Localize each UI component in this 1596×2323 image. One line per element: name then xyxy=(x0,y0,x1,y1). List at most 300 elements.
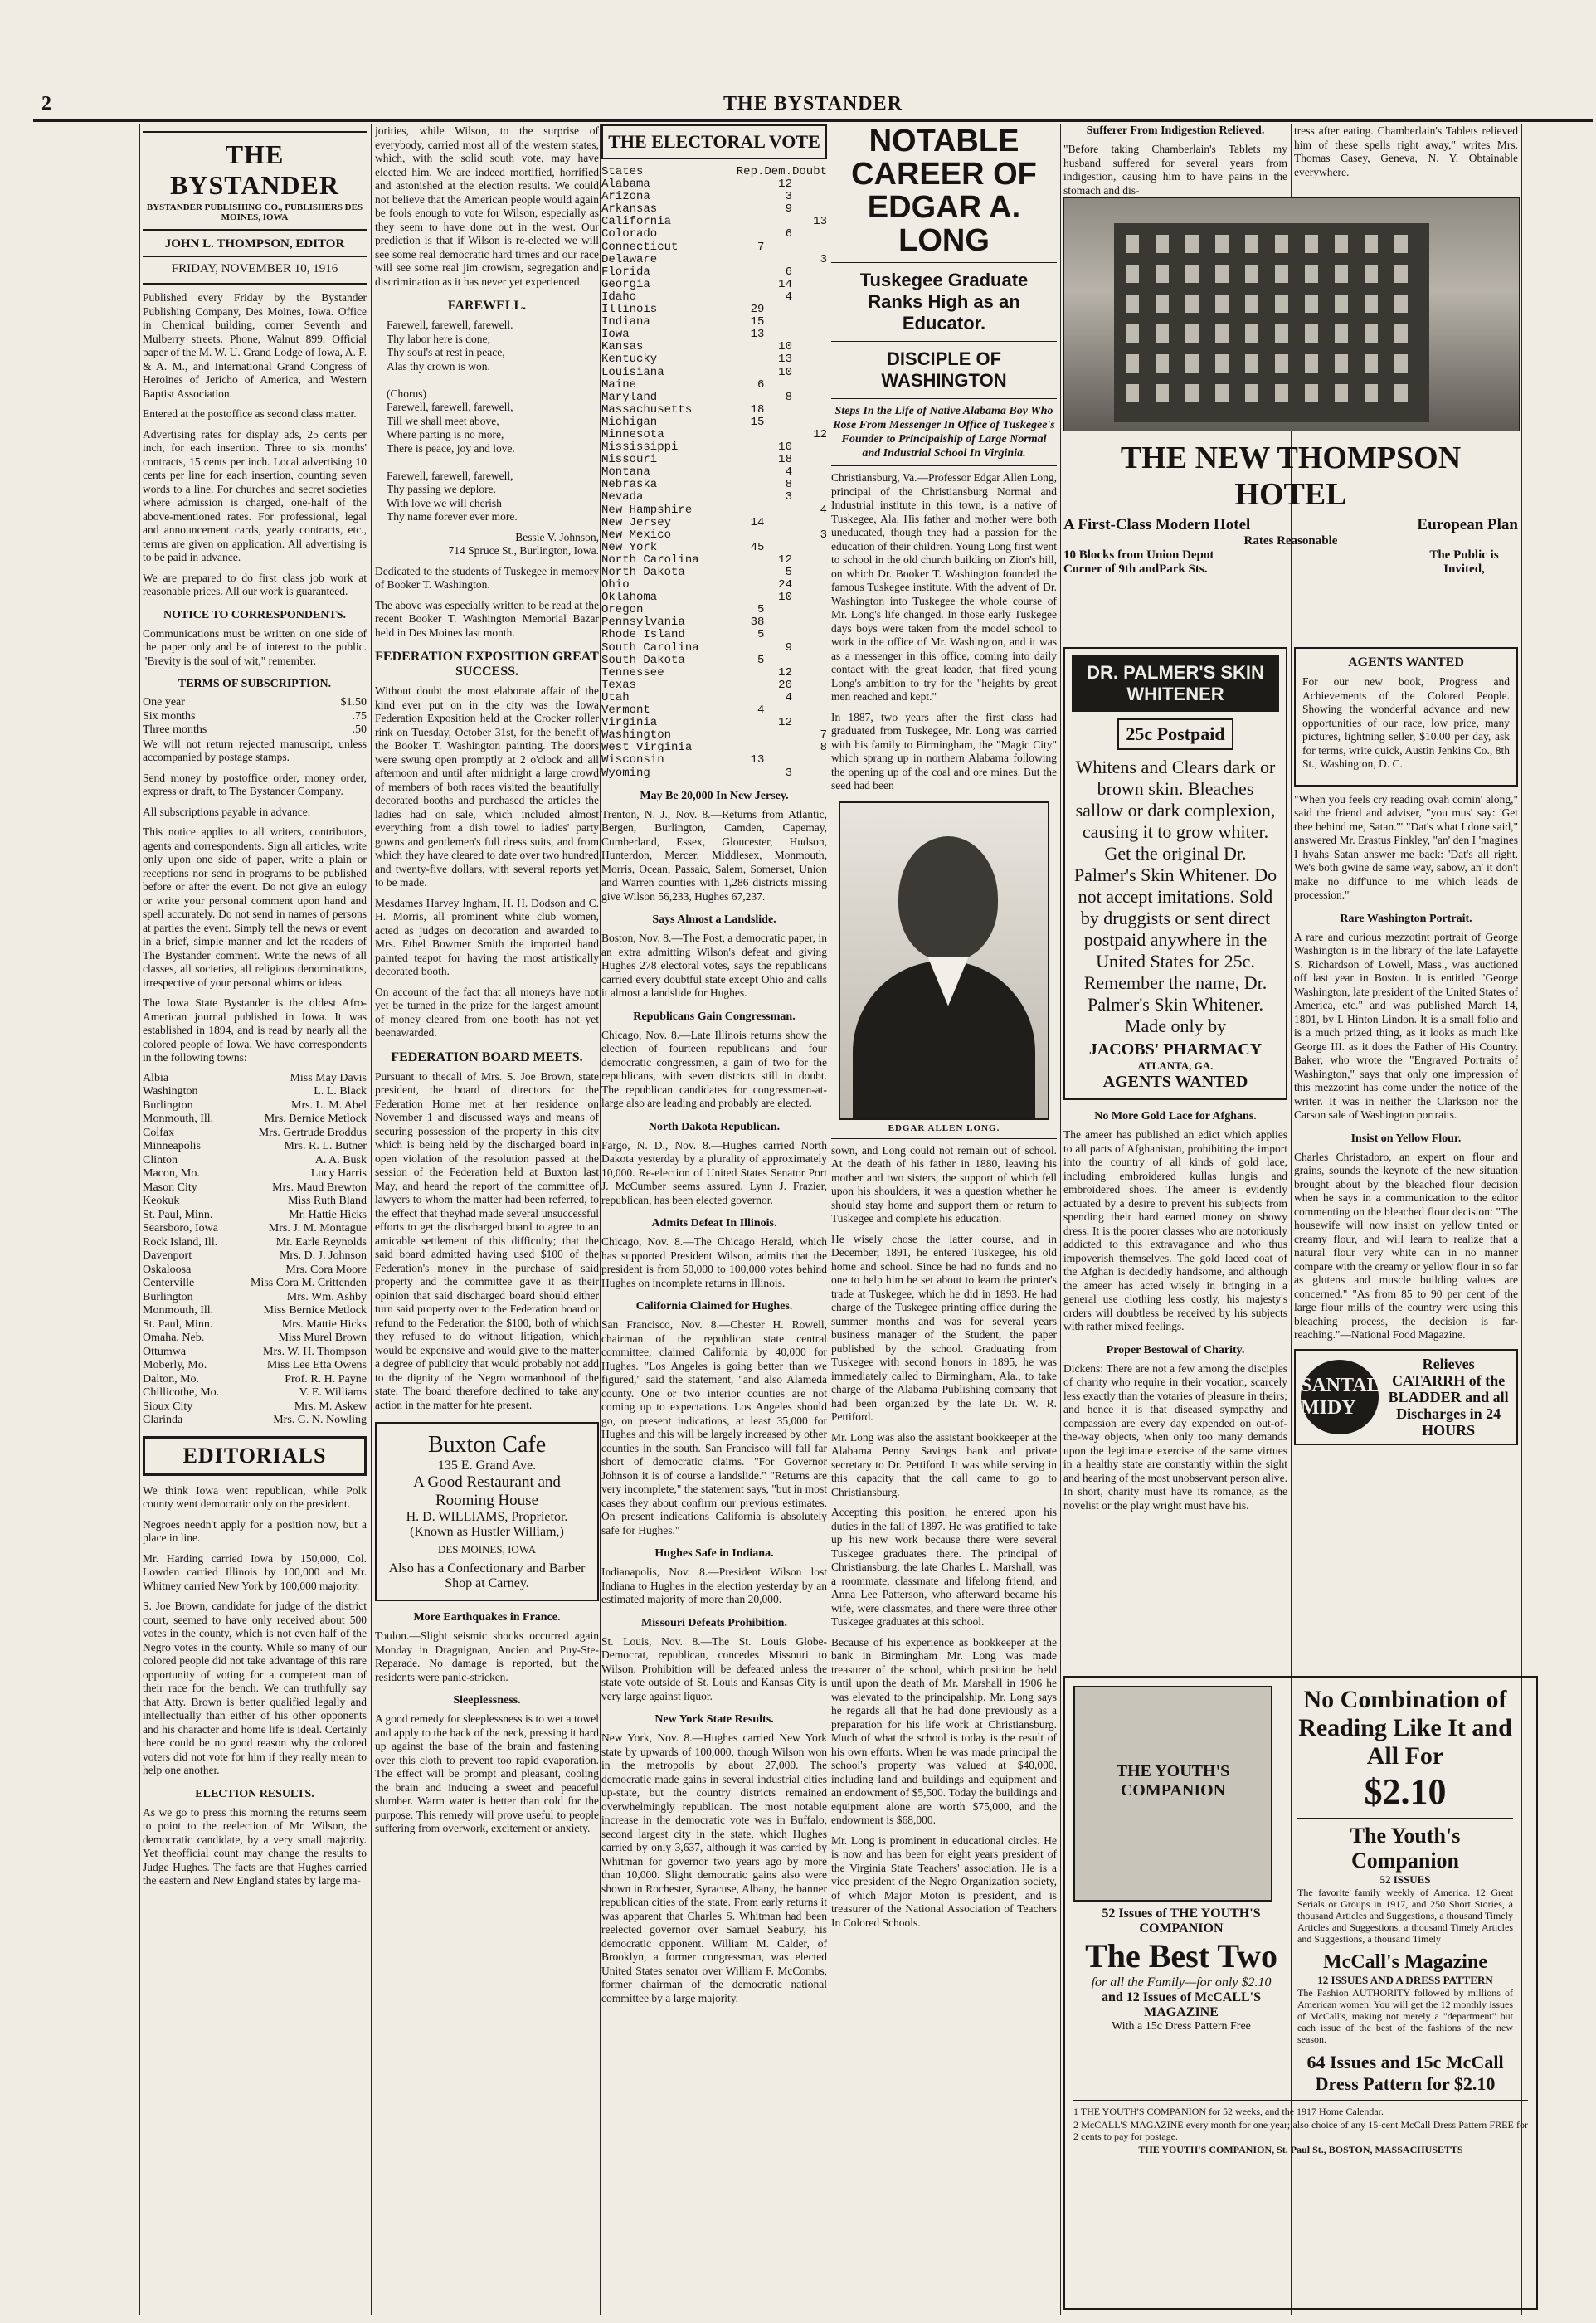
ev-row xyxy=(601,592,827,604)
ev-cell: 13 xyxy=(750,328,765,342)
ev-row xyxy=(601,341,827,353)
column-5-lower xyxy=(1063,647,1287,1519)
ev-row xyxy=(601,203,827,216)
ev-cell xyxy=(792,441,827,454)
ev-cell: Kansas xyxy=(601,340,644,354)
correspondent-name: Miss Lee Etta Owens xyxy=(266,1359,367,1371)
hotel-ad xyxy=(1063,192,1518,577)
farewell-poem: Farewell, farewell, farewell. Thy labor here is done; Thy soul's at rest in peace, Alas thy crown is won. (Chorus) Farewell, farewell, farewell, Till we shall meet above, Where parting is no more, There is peace, joy and love. Farewell, farewell, farewell, Thy passing we deplore. With love we will cherish Thy name forever ever more. xyxy=(387,319,518,523)
ev-cell xyxy=(737,567,765,579)
ev-cell: North Dakota xyxy=(601,566,685,579)
new-york-paragraph: New York, Nov. 8.—Hughes carried New York state by upwards of 100,000, though Wilson won in the metropolis by about 27,000. The democratic made gains in several industrial cities up-state, but the country districts remained overwhelmingly republican. The most notable increase in the democratic vote was in Buffalo, second largest city in the state, which Hughes carried by only 3,637, although it was carried by Whitman for governor two years ago by more than 10,000. Slight democratic gains also were shown in Rochester, Syracuse, Albany, the banner republican cities of the state. From early returns it was apparent that Charles S. Whitman had been reelected governor over Samuel Seabury, his democratic opponent. William M. Calder, of Brooklyn, a former congressman, was elected United States senator over William F. McCombs, former chairman of the democratic national committee by a large majority. xyxy=(601,1731,827,2004)
ev-cell xyxy=(764,504,792,517)
california-paragraph: San Francisco, Nov. 8.—Chester H. Rowell, chairman of the republican state central committee, claimed California by 40,000 for Hughes. "Los Angeles is going better than we figured," said the statement, "and also Alameda county. One or two interior counties are not coming up to expectations. Los Angeles should go, on present indications, at least 35,000 for Hughes and this will be largely increased by other counties in the south. San Francisco will fall far short of democratic claims. "For Governor Johnson it is of course a landslide." "Returns are very incomplete," the statement says, "but in most cases they about confirm our previous estimates. On present indications California is absolutely safe for Hughes." xyxy=(601,1318,827,1536)
ev-row xyxy=(601,379,827,392)
ev-cell xyxy=(792,679,827,692)
hotel-rates: Rates Reasonable xyxy=(1243,534,1338,548)
ev-cell xyxy=(737,353,765,366)
ev-cell: 7 xyxy=(820,728,827,743)
ev-cell xyxy=(737,491,765,504)
ev-cell: Maine xyxy=(601,377,637,392)
ev-row xyxy=(601,542,827,554)
correspondent-town: Chillicothe, Mo. xyxy=(143,1386,220,1399)
masthead: THE BYSTANDER xyxy=(170,139,339,200)
ev-row xyxy=(601,191,827,203)
ev-cell: 4 xyxy=(785,465,792,480)
ev-cell xyxy=(764,404,792,416)
skin-title: DR. PALMER'S SKIN WHITENER xyxy=(1072,655,1279,712)
correspondent-row xyxy=(143,1400,367,1415)
ev-cell: Delaware xyxy=(601,252,658,266)
yc-sub: for all the Family—for only $2.10 xyxy=(1091,1975,1272,1989)
quake-paragraph: Toulon.—Slight seismic shocks occurred again Monday in Draguignan, Ancien and Puy-Ste-Reparade. No damage is reported, but the residents were panic-stricken. xyxy=(375,1629,599,1683)
ev-cell: Indiana xyxy=(601,315,650,329)
correspondent-town: Oskaloosa xyxy=(143,1263,192,1276)
correspondent-name: Miss Murel Brown xyxy=(278,1332,367,1344)
notice-heading: NOTICE TO CORRESPONDENTS. xyxy=(163,608,347,621)
correspondent-town: Ottumwa xyxy=(143,1345,187,1358)
article-paragraph: Mr. Long was also the assistant bookkeeper at the Alabama Penny Savings bank and private secretary to Dr. Pettiford. It was while serving in this capacity that the call came to go to Christiansburg. xyxy=(831,1430,1057,1498)
ev-cell xyxy=(737,216,765,228)
ev-row xyxy=(601,642,827,655)
ev-cell xyxy=(792,353,827,366)
ev-cell xyxy=(792,241,827,254)
ev-cell: 38 xyxy=(750,616,765,630)
ev-cell: Pennsylvania xyxy=(601,616,685,630)
nj-paragraph: Trenton, N. J., Nov. 8.—Returns from Atlantic, Bergen, Burlington, Camden, Capemay, Cumberland, Essex, Gloucester, Hudson, Hunterdon, Mercer, Middlesex, Monmouth, Morris, Ocean, Passaic, Salem, Somerset, Union and Warren counties with 1,286 districts missing give Wilson 56,233, Hughes 67,237. xyxy=(601,807,827,903)
ev-cell xyxy=(737,529,765,542)
ev-row xyxy=(601,604,827,616)
article-paragraph: In 1887, two years after the first class had graduated from Tuskegee, Mr. Long was carried with his family to Birmingham, the "Magic City" which sprang up in northern Alabama following the opening up of the coal and ore mines. But the seed had been xyxy=(831,710,1057,791)
ev-cell xyxy=(792,704,827,717)
electoral-vote-heading: THE ELECTORAL VOTE xyxy=(601,124,827,159)
indigestion-paragraph: "Before taking Chamberlain's Tablets my husband suffered for several years from indigestion, causing him to have pains in the stomach and dis- xyxy=(1063,143,1287,197)
ev-cell: Montana xyxy=(601,465,650,480)
edgar-long-portrait xyxy=(839,801,1049,1120)
paper-name: THE BYSTANDER xyxy=(723,93,903,114)
ev-cell: Kentucky xyxy=(601,353,658,367)
ev-cell: 15 xyxy=(750,315,765,329)
ev-row xyxy=(601,266,827,279)
ev-cell xyxy=(737,679,765,692)
ev-cell xyxy=(737,392,765,404)
indiana-paragraph: Indianapolis, Nov. 8.—President Wilson lost Indiana to Hughes in the election yesterday by an estimated majority of more than 20,000. xyxy=(601,1566,827,1606)
federation-paragraph: Mesdames Harvey Ingham, H. H. Dodson and C. H. Morris, all prominent white club women, acted as judges on decoration and awarded to Mrs. Ethel Bowmer Smith the imported hand painted teapot for having the most artistically decorated booth. xyxy=(375,896,599,977)
skin-body: Whitens and Clears dark or brown skin. Bleaches sallow or dark complexion, causing it to grow whiter. Get the original Dr. Palmer's Skin Whitener. Do not accept imitations. Sold by druggists or sent direct postpaid anywhere in the United States for 25c. Remember the name, Dr. Palmer's Skin Whitener. Made only by xyxy=(1073,757,1277,1036)
ev-cell: Iowa xyxy=(601,328,630,342)
youths-companion-ad xyxy=(1063,1676,1538,2310)
correspondent-row xyxy=(143,1167,367,1181)
ev-cell xyxy=(737,429,765,441)
ev-cell: West Virginia xyxy=(601,741,693,755)
sleep-heading: Sleeplessness. xyxy=(453,1694,521,1707)
ev-cell: 3 xyxy=(820,528,827,542)
ev-cell xyxy=(764,629,792,641)
correspondent-row xyxy=(143,1113,367,1127)
ev-cell xyxy=(792,178,827,191)
ev-cell xyxy=(792,629,827,641)
job-work-note: We are prepared to do first class job work at reasonable prices. All our work is guaranteed. xyxy=(143,571,367,597)
ev-cell: 5 xyxy=(757,653,765,667)
hotel-invite: The Public is Invited, xyxy=(1429,548,1499,576)
ev-cell xyxy=(792,579,827,592)
ev-cell xyxy=(792,491,827,504)
ev-cell: Maryland xyxy=(601,390,658,404)
ev-cell: Alabama xyxy=(601,178,650,192)
ev-cell xyxy=(792,466,827,479)
hotel-location: 10 Blocks from Union Depot xyxy=(1063,548,1214,562)
correspondent-name: Miss Bernice Metlock xyxy=(263,1304,367,1317)
ev-cell xyxy=(737,579,765,592)
poem-author: Bessie V. Johnson, 714 Spruce St., Burlington, Iowa. xyxy=(448,530,599,557)
ev-cell: 13 xyxy=(813,215,827,229)
board-paragraph: Pursuant to thecall of Mrs. S. Joe Brown, state president, the board of directors for the Federation Home met at her residence on November 1 and discussed ways and means of securing possession of the property in this city which is being held by the discharged board in open violation of the resolution passed at the session of the Federation held at Buxton last May, and heard the report of the committee of lawyers to whom the matter had been referred, to the effect that theyhad made several unsuccessful efforts to get the discharged board to agree to an amicable settlement of this difficulty; that the said board admitted having used $100 of the Federation's money in the purchase of said property and the committee gave it as their opinion that said discharged board should either turn said property over to the Federation board or refund to the Federation the $100, both of which they refused to do without litigation, which would be expensive and would give to the matter a degree of publicity that would probably not add to the dignity of the Negro womanhood of the state. The board therefore declined to take any action in the matter for hte present. xyxy=(375,1069,599,1411)
mccall-title: McCall's Magazine xyxy=(1323,1951,1487,1973)
correspondent-name: Miss May Davis xyxy=(290,1071,367,1084)
ev-cell xyxy=(792,404,827,416)
ev-row xyxy=(601,754,827,767)
ev-cell xyxy=(737,454,765,466)
ev-cell: New Jersey xyxy=(601,515,672,529)
ev-cell xyxy=(737,178,765,191)
correspondent-row xyxy=(143,1291,367,1305)
ev-cell: 20 xyxy=(778,678,792,692)
correspondent-row xyxy=(143,1304,367,1318)
article-paragraph: sown, and Long could not remain out of school. At the death of his father in 1880, leaving his mother and two sisters, the support of which fell upon his shoulders, it was a question whether he should stay home and support them or return to Tuskegee and complete his education. xyxy=(831,1143,1057,1225)
ev-cell xyxy=(737,266,765,279)
buxton-extra: Also has a Confectionary and Barber Shop at Carney. xyxy=(388,1561,586,1590)
ev-cell xyxy=(764,304,792,316)
skin-price: 25c Postpaid xyxy=(1117,718,1233,750)
charity-heading: Proper Bestowal of Charity. xyxy=(1106,1343,1245,1356)
buxton-city: DES MOINES, IOWA xyxy=(437,1543,537,1556)
terms-heading: TERMS OF SUBSCRIPTION. xyxy=(178,678,332,690)
ev-cell xyxy=(792,304,827,316)
federation-heading: FEDERATION EXPOSITION GREAT SUCCESS. xyxy=(375,650,599,679)
ev-cell xyxy=(792,279,827,291)
correspondent-name: Mrs. Wm. Ashby xyxy=(286,1290,367,1303)
poem-dedication: Dedicated to the students of Tuskegee in memory of Booker T. Washington. xyxy=(375,564,599,591)
ev-cell xyxy=(792,542,827,554)
santal-midy-ad xyxy=(1294,1349,1518,1445)
ev-cell xyxy=(792,567,827,579)
north-dakota-heading: North Dakota Republican. xyxy=(648,1120,781,1133)
ev-row xyxy=(601,367,827,379)
ev-cell xyxy=(792,604,827,616)
ev-cell xyxy=(792,754,827,767)
ev-cell xyxy=(792,592,827,604)
correspondent-town: Minneapolis xyxy=(143,1140,201,1152)
column-2 xyxy=(375,124,599,1843)
correspondent-town: Macon, Mo. xyxy=(143,1167,200,1180)
yc-headline: No Combination of Reading Like It and All For xyxy=(1298,1686,1512,1770)
ev-cell xyxy=(792,392,827,404)
ev-row xyxy=(601,241,827,254)
correspondent-row xyxy=(143,1099,367,1113)
ev-cell: 4 xyxy=(757,704,765,718)
ev-row xyxy=(601,429,827,441)
ev-cell: 15 xyxy=(750,415,765,429)
ev-row xyxy=(601,567,827,579)
nj-heading: May Be 20,000 In New Jersey. xyxy=(640,789,789,802)
ev-row xyxy=(601,466,827,479)
correspondent-name: Mrs. G. N. Nowling xyxy=(273,1414,367,1426)
ev-cell: 12 xyxy=(778,553,792,567)
ev-cell: 12 xyxy=(778,178,792,192)
ev-row xyxy=(601,216,827,228)
correspondent-town: Monmouth, Ill. xyxy=(143,1304,214,1317)
ev-row xyxy=(601,304,827,316)
headline-tuskegee-graduate: Tuskegee Graduate Ranks High as an Educator. xyxy=(859,270,1029,334)
dialog-paragraph: "When you feels cry reading ovah comin' along," said the friend and adviser, "you mus' say: 'Get thee behind me, Satan.'" "Dat's what I done said," answered Mr. Erastus Pinkley, "an' den I 'magines I hyahs Satan answer me back: 'Dat's all right. We's both gwine de same way, sabow, an' it don't make no diff'unce to me which leads de procession.'" xyxy=(1294,792,1518,901)
buxton-name: Buxton Cafe xyxy=(427,1432,547,1458)
correspondent-row xyxy=(143,1236,367,1250)
correspondent-town: Rock Island, Ill. xyxy=(143,1235,218,1249)
yc-pattern: With a 15c Dress Pattern Free xyxy=(1112,2020,1251,2033)
ev-cell xyxy=(737,592,765,604)
afghan-heading: No More Gold Lace for Afghans. xyxy=(1094,1110,1257,1123)
federation-paragraph: Without doubt the most elaborate affair of the kind ever put on in the city was the Iowa Federation Exposition held at the Crocker roller rink on Tuesday, October 31st, for the benefit of the Booker T. Washington painting. The doors were swung open promptly at 2 o'clock and all afternoon and until after midnight a large crowd of members of both races visited the beautifully decorated booths and purchased the articles the ladies had on sale, which included almost everything from a dish towel to ladies' party gowns and gentlemen's full dress suits, and from which they have cleared to date over two hundred and twenty-five dollars, with several reports yet to be made. xyxy=(375,684,599,889)
ev-cell xyxy=(764,604,792,616)
column-rule xyxy=(1060,124,1061,2315)
ev-cell xyxy=(764,379,792,392)
ev-cell: Georgia xyxy=(601,277,650,291)
republicans-paragraph: Chicago, Nov. 8.—Late Illinois returns show the election of fourteen republicans and four democratic congressmen, a gain of two for the republicans, with seven districts still in doubt. The republican candidates for congressmen-at-large also are leading and probably are elected. xyxy=(601,1028,827,1110)
ev-cell: 10 xyxy=(778,441,792,455)
correspondent-town: Mason City xyxy=(143,1181,197,1194)
ev-cell xyxy=(792,692,827,704)
ev-cell: Vermont xyxy=(601,704,650,718)
ev-cell xyxy=(764,429,792,441)
election-continued: jorities, while Wilson, to the surprise of everybody, carried most all of the western states, which, with the solid south vote, may have elected him. We are indeed mortified, horrified and astonished at the election results. We could not believe that the American people would again be fools enough to vote for Wilson, especially as they seem to have done out in the west. Our prediction is that if Wilson is re-elected we will see some real democratic hard times and our race will see some real jim crowism, segregation and discrimination as it has never yet experienced. xyxy=(375,124,599,288)
missouri-heading: Missouri Defeats Prohibition. xyxy=(641,1616,787,1629)
article-paragraph: Christiansburg, Va.—Professor Edgar Allen Long, principal of the Christiansburg Normal and Industrial institute in this town, is a native of Tuskegee, Ala. His father and mother were both uneducated, though they had a passion for the education of their children. Young Long first went to school in the old church building on Zion's hill, on which Dr. Booker T. Washington founded the famous Tuskegee institute. With the advent of Dr. Washington into Tuskegee the whole course of Mr. Long's life changed. In those early Tuskegee days boys were taken from the model school to work in the office of Mr. Washington, and it was as a messenger in this office, coming into daily contact with the great leader, that fired young Long's ambition to try for the "heights by great men reached and kept." xyxy=(831,471,1057,703)
correspondent-town: Monmouth, Ill. xyxy=(143,1113,214,1125)
ev-cell xyxy=(764,416,792,429)
correspondent-name: Mrs. L. M. Abel xyxy=(291,1098,367,1112)
ev-cell: 3 xyxy=(820,252,827,266)
money-note: Send money by postoffice order, money order, express or draft, to The Bystander Company. xyxy=(143,771,367,797)
correspondent-town: Clinton xyxy=(143,1153,178,1166)
ev-cell: Connecticut xyxy=(601,240,679,254)
correspondent-row xyxy=(143,1085,367,1099)
ev-cell: 3 xyxy=(785,766,792,780)
correspondent-row xyxy=(143,1222,367,1236)
ev-row xyxy=(601,767,827,780)
ev-header-row: States Rep. Dem. Doubt xyxy=(601,165,827,178)
ev-cell xyxy=(764,529,792,542)
ev-row xyxy=(601,629,827,641)
correspondent-name: Prof. R. H. Payne xyxy=(285,1372,367,1386)
publisher-line: BYSTANDER PUBLISHING CO., PUBLISHERS DES MOINES, IOWA xyxy=(146,202,363,222)
agents-wanted-ad xyxy=(1294,647,1518,787)
ev-cell: Rhode Island xyxy=(601,628,685,642)
mccall-issues: 12 ISSUES AND A DRESS PATTERN xyxy=(1317,1974,1493,1986)
ev-cell: Colorado xyxy=(601,227,658,241)
ev-cell: South Dakota xyxy=(601,653,685,667)
editorial-paragraph: Negroes needn't apply for a position now, but a place in line. xyxy=(143,1517,367,1544)
ev-cell: Texas xyxy=(601,678,637,692)
ev-cell: New Hampshire xyxy=(601,503,693,517)
buxton-owner: H. D. WILLIAMS, Proprietor. xyxy=(406,1510,568,1524)
missouri-paragraph: St. Louis, Nov. 8.—The St. Louis Globe-Democrat, republican, concedes Missouri to Wilson. Prohibition will be defeated unless the state vote outside of St. Louis and Kansas City is very large against liquor. xyxy=(601,1634,827,1702)
correspondent-row xyxy=(143,1140,367,1154)
ev-cell: Idaho xyxy=(601,290,637,304)
ev-cell: 5 xyxy=(757,603,765,617)
correspondent-name: Mrs. W. H. Thompson xyxy=(263,1345,367,1358)
ev-row xyxy=(601,353,827,366)
ev-cell: Arkansas xyxy=(601,202,658,217)
ev-row xyxy=(601,679,827,692)
correspondent-name: Mr. Earle Reynolds xyxy=(275,1235,367,1249)
correspondent-name: L. L. Black xyxy=(314,1085,367,1098)
ev-cell: Wyoming xyxy=(601,766,650,780)
ev-row xyxy=(601,692,827,704)
buxton-cafe-ad xyxy=(375,1422,599,1601)
ev-row xyxy=(601,517,827,529)
ev-cell xyxy=(792,329,827,341)
ev-cell: Massachusetts xyxy=(601,402,693,416)
subscription-note: All subscriptions payable in advance. xyxy=(143,805,311,818)
santal-text: Relieves CATARRH of the BLADDER and all Discharges in 24 HOURS xyxy=(1388,1355,1509,1439)
election-heading: ELECTION RESULTS. xyxy=(195,1787,314,1800)
correspondent-town: Keokuk xyxy=(143,1195,180,1207)
ev-cell xyxy=(792,767,827,780)
ev-cell: Nevada xyxy=(601,490,644,504)
ev-cell xyxy=(737,441,765,454)
washington-paragraph: A rare and curious mezzotint portrait of George Washington is in the library of the late Lafayette S. Richardson of Lowell, Mass., was auctioned off last year in Boston. It is entitled "George Washington, late president of the United States of America, etc." and was published March 14, 1801, by I. Hinton Lindon. It is a small folio and is a much prized thing, as it looks as much like George III. as it does the Father of His Country. Baker, who wrote the "Engraved Portraits of Washington," says that only one impression of this mezzotint has come under the notice of the writer. It was in neither the Clarkson nor the Carson sale of Washington portraits. xyxy=(1294,930,1518,1121)
ev-cell: Utah xyxy=(601,690,630,704)
ev-row xyxy=(601,404,827,416)
indigestion-continued: tress after eating. Chamberlain's Tablets relieved him of these spells right away," writes Mrs. Thomas Casey, Geneva, N. Y. Obtainable everywhere. xyxy=(1294,124,1518,178)
ev-cell xyxy=(737,692,765,704)
correspondent-name: Mrs. Gertrude Broddus xyxy=(258,1126,367,1139)
editor-line: JOHN L. THOMPSON, EDITOR xyxy=(164,237,345,251)
correspondent-row xyxy=(143,1359,367,1373)
ev-cell xyxy=(792,655,827,667)
terms-row: Six months .75 xyxy=(143,709,367,723)
yc-12: and 12 Issues of McCALL'S MAGAZINE xyxy=(1101,1990,1262,2019)
correspondent-row xyxy=(143,1414,367,1428)
ev-cell xyxy=(792,341,827,353)
yc-best-two: The Best Two xyxy=(1085,1937,1277,1975)
hotel-title: THE NEW THOMPSON HOTEL xyxy=(1120,441,1462,512)
correspondent-town: Albia xyxy=(143,1071,169,1084)
ev-cell xyxy=(737,367,765,379)
skin-agents: AGENTS WANTED xyxy=(1102,1073,1248,1091)
terms-row: Three months .50 xyxy=(143,723,367,736)
ev-cell xyxy=(764,704,792,717)
correspondent-name: Lucy Harris xyxy=(310,1167,367,1180)
correspondent-row xyxy=(143,1332,367,1346)
correspondent-row xyxy=(143,1195,367,1209)
column-rule xyxy=(139,124,140,2315)
ev-row xyxy=(601,441,827,454)
skin-whitener-ad xyxy=(1063,647,1287,1100)
yc-issues: 52 ISSUES xyxy=(1379,1873,1431,1886)
ev-cell xyxy=(737,667,765,679)
election-paragraph: As we go to press this morning the returns seem to point to the reelection of Mr. Wilson, the democratic candidate, by a very small majority. Yet theofficial count may change the results to Judge Hughes. The facts are that Hughes carried the eastern and New England states by large ma- xyxy=(143,1805,367,1887)
ev-cell xyxy=(792,642,827,655)
ev-cell: 4 xyxy=(785,690,792,704)
ev-cell: 12 xyxy=(778,665,792,679)
ev-cell xyxy=(737,479,765,491)
correspondent-town: St. Paul, Minn. xyxy=(143,1208,213,1221)
ev-cell xyxy=(792,454,827,466)
ev-cell xyxy=(764,316,792,329)
buxton-aka: (Known as Hustler William,) xyxy=(410,1525,564,1539)
ev-cell: New Mexico xyxy=(601,528,672,542)
illinois-paragraph: Chicago, Nov. 8.—The Chicago Herald, which has supported President Wilson, admits that the president is from 50,000 to 100,000 votes behind Hughes on incomplete returns in Illinois. xyxy=(601,1235,827,1289)
ev-cell: Missouri xyxy=(601,453,658,467)
correspondent-name: Mrs. Maud Brewton xyxy=(272,1181,367,1194)
electoral-vote-table xyxy=(601,166,827,780)
ev-cell: Virginia xyxy=(601,716,658,730)
buxton-tagline: A Good Restaurant and Rooming House xyxy=(413,1473,561,1509)
hotel-plan: European Plan xyxy=(1417,516,1518,533)
terms-table xyxy=(143,696,367,738)
ev-cell: Mississippi xyxy=(601,441,679,455)
federation-paragraph: On account of the fact that all moneys have not yet be turned in the prize for the largest amount of money cleared from one booth has not yet beenawarded. xyxy=(375,985,599,1039)
ev-cell: 7 xyxy=(757,240,765,254)
ev-cell xyxy=(737,291,765,304)
correspondent-row xyxy=(143,1154,367,1168)
ev-cell: 5 xyxy=(785,566,792,579)
ev-cell xyxy=(764,517,792,529)
correspondent-name: A. A. Busk xyxy=(314,1153,367,1166)
page-number: 2 xyxy=(41,93,51,114)
correspondent-name: Miss Ruth Bland xyxy=(288,1195,367,1207)
headline-disciple: DISCIPLE OF WASHINGTON xyxy=(881,348,1007,391)
column-1 xyxy=(143,124,367,1895)
ev-cell xyxy=(737,767,765,780)
ev-cell: Michigan xyxy=(601,415,658,429)
correspondents-table xyxy=(143,1072,367,1428)
terms-row: One year $1.50 xyxy=(143,696,367,709)
ev-cell xyxy=(737,717,765,729)
ev-row xyxy=(601,742,827,754)
column-6 xyxy=(1294,124,1518,186)
ev-cell xyxy=(792,479,827,491)
ev-row xyxy=(601,729,827,742)
north-dakota-paragraph: Fargo, N. D., Nov. 8.—Hughes carried North Dakota yesterday by a plurality of approximately 10,000. Re-election of United States Senator Port J. McCumber seems assured. Lynn J. Frazier, republican, has been elected governor. xyxy=(601,1138,827,1206)
ev-cell: Wisconsin xyxy=(601,753,664,767)
ev-cell: 13 xyxy=(778,353,792,367)
ev-cell xyxy=(792,717,827,729)
portrait-caption: EDGAR ALLEN LONG. xyxy=(888,1123,1000,1133)
ev-cell: 6 xyxy=(785,227,792,241)
article-paragraph: He wisely chose the latter course, and in December, 1891, he entered Tuskegee, his old home and school. Since he had no funds and no one to help him he set about to learn the printer's trade at Tuskegee, which he did in 1893. He had charge of the Tuskegee printing office during the summer months and was for several years business manager of the Student, the paper published by the school. Graduating from Tuskegee with second honors in 1895, he was immediately called to Birmingham, Ala., to take charge of the Alabama Publishing company that had been organized by the late Dr. W. R. Pettiford. xyxy=(831,1232,1057,1423)
quake-heading: More Earthquakes in France. xyxy=(413,1611,561,1624)
correspondent-name: Mrs. Bernice Metlock xyxy=(264,1113,367,1125)
charity-paragraph: Dickens: There are not a few among the disciples of charity who require in their vocation, scarcely less exactly than the votaries of pleasure in theirs; and hence it is that diseased sympathy and compassion are every day expended on out-of-the-way objects, when only too many demands upon the legitimate exercise of the same virtues in a healthy state are constantly within the sight and hearing of the most unobservant person alive. In short, charity must have its romance, as the novelist or the play wright must have his. xyxy=(1063,1361,1287,1512)
ev-cell: 3 xyxy=(785,190,792,204)
indiana-heading: Hughes Safe in Indiana. xyxy=(654,1547,774,1561)
ev-cell xyxy=(764,329,792,341)
postoffice-note: Entered at the postoffice as second class matter. xyxy=(143,407,357,420)
correspondent-row xyxy=(143,1209,367,1223)
column-3 xyxy=(601,124,827,2012)
ev-cell: 18 xyxy=(750,402,765,416)
correspondent-name: Miss Cora M. Crittenden xyxy=(251,1277,367,1289)
ev-cell xyxy=(737,504,765,517)
yc-foot: 2 McCALL'S MAGAZINE every month for one year; also choice of any 15-cent McCall Dress Pattern FREE for 2 cents to pay for postage. xyxy=(1073,2119,1528,2142)
ev-cell: 9 xyxy=(785,640,792,655)
advertising-rates: Advertising rates for display ads, 25 cents per inch, for each insertion. Three to six months' contracts, 15 cents per inch. Local advertising 10 cents per line for each insertion, counting seven words to a line. For churches and secret societies where admission is charged, one-half of the above-mentioned rates. For professional, legal and announcement cards, yearly contracts, etc., terms are given on application. All advertising is to be paid in advance. xyxy=(143,427,367,563)
buxton-address: 135 E. Grand Ave. xyxy=(437,1459,537,1473)
ev-cell: Arizona xyxy=(601,190,650,204)
ev-cell: 8 xyxy=(785,478,792,492)
